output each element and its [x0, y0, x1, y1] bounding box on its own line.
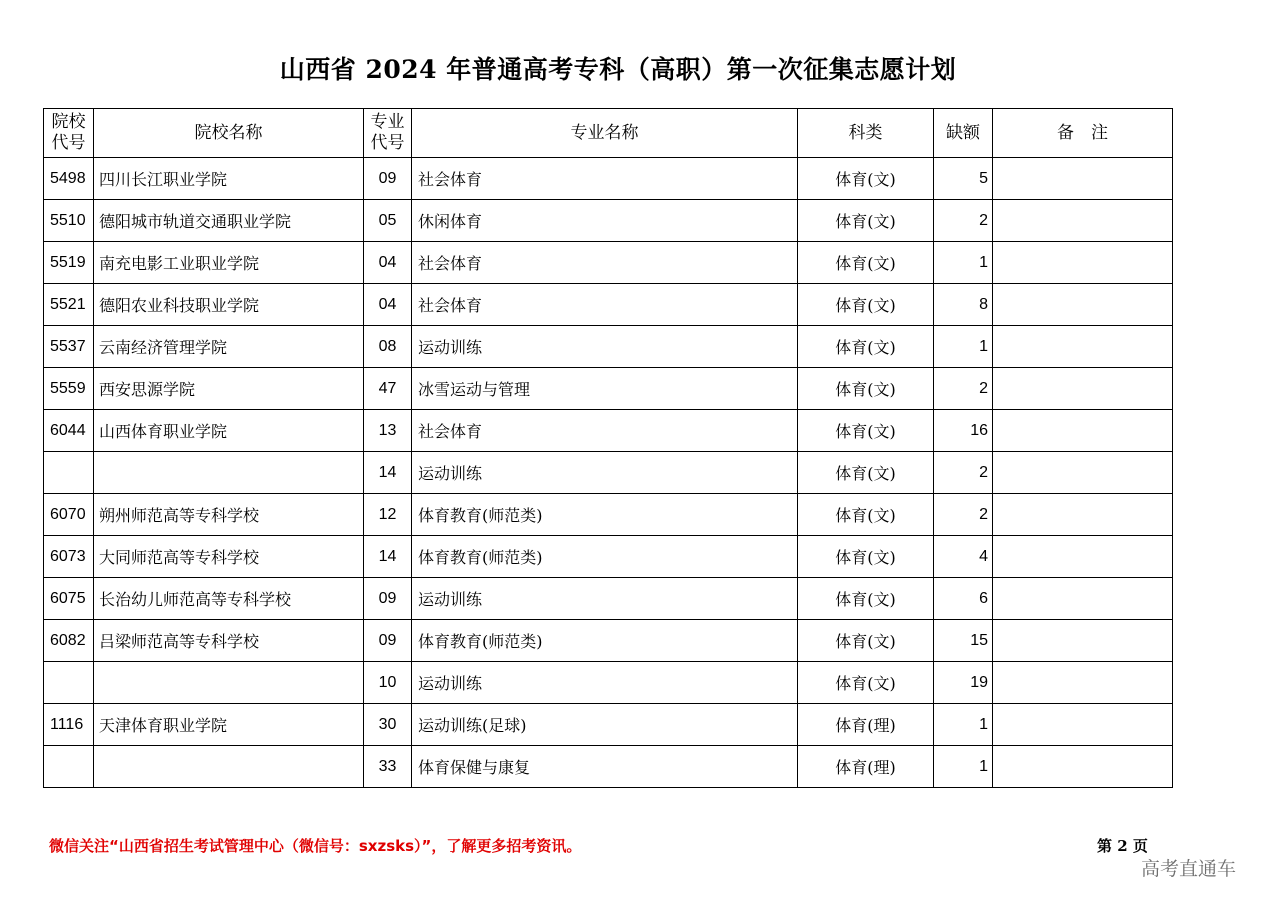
cell-remarks [993, 536, 1173, 578]
cell-category: 体育(理) [798, 746, 934, 788]
cell-major-name: 运动训练 [412, 326, 798, 368]
cell-remarks [993, 158, 1173, 200]
cell-school-name: 南充电影工业职业学院 [94, 242, 364, 284]
cell-school-name: 长治幼儿师范高等专科学校 [94, 578, 364, 620]
cell-school-name [94, 746, 364, 788]
table-row [44, 536, 1173, 578]
cell-major-name: 社会体育 [412, 410, 798, 452]
cell-school-name: 山西体育职业学院 [94, 410, 364, 452]
table-row [44, 368, 1173, 410]
cell-remarks [993, 368, 1173, 410]
cell-remarks [993, 746, 1173, 788]
cell-school-name [94, 662, 364, 704]
cell-school-name [94, 452, 364, 494]
cell-category: 体育(文) [798, 158, 934, 200]
cell-school-code: 6082 [44, 620, 94, 662]
cell-remarks [993, 494, 1173, 536]
cell-vacancies: 16 [934, 410, 993, 452]
table-header-row [44, 109, 1173, 158]
cell-remarks [993, 704, 1173, 746]
cell-vacancies: 2 [934, 368, 993, 410]
cell-school-code: 5521 [44, 284, 94, 326]
page-number: 第 2 页 [1097, 837, 1148, 855]
table-row [44, 326, 1173, 368]
cell-major-code: 09 [364, 578, 412, 620]
cell-school-code: 5559 [44, 368, 94, 410]
cell-vacancies: 1 [934, 242, 993, 284]
cell-remarks [993, 578, 1173, 620]
cell-category: 体育(文) [798, 452, 934, 494]
cell-school-code: 6075 [44, 578, 94, 620]
cell-category: 体育(文) [798, 326, 934, 368]
cell-category: 体育(文) [798, 410, 934, 452]
cell-vacancies: 19 [934, 662, 993, 704]
cell-vacancies: 2 [934, 452, 993, 494]
cell-category: 体育(文) [798, 368, 934, 410]
table-row [44, 242, 1173, 284]
header-vacancies: 缺额 [934, 109, 993, 158]
cell-vacancies: 4 [934, 536, 993, 578]
cell-category: 体育(文) [798, 242, 934, 284]
cell-major-code: 30 [364, 704, 412, 746]
cell-major-code: 33 [364, 746, 412, 788]
cell-school-code [44, 662, 94, 704]
cell-major-name: 体育保健与康复 [412, 746, 798, 788]
table-row [44, 578, 1173, 620]
table-row [44, 410, 1173, 452]
cell-school-code: 5537 [44, 326, 94, 368]
cell-category: 体育(文) [798, 620, 934, 662]
table-row [44, 494, 1173, 536]
header-major-name: 专业名称 [412, 109, 798, 158]
cell-major-code: 12 [364, 494, 412, 536]
cell-major-code: 08 [364, 326, 412, 368]
cell-major-code: 05 [364, 200, 412, 242]
cell-remarks [993, 620, 1173, 662]
cell-vacancies: 2 [934, 494, 993, 536]
cell-school-code: 6070 [44, 494, 94, 536]
cell-vacancies: 15 [934, 620, 993, 662]
cell-vacancies: 6 [934, 578, 993, 620]
table-row [44, 746, 1173, 788]
table-row [44, 704, 1173, 746]
table-row [44, 620, 1173, 662]
cell-vacancies: 1 [934, 746, 993, 788]
cell-school-name: 四川长江职业学院 [94, 158, 364, 200]
table-body [44, 158, 1173, 788]
cell-major-name: 社会体育 [412, 242, 798, 284]
cell-major-name: 体育教育(师范类) [412, 620, 798, 662]
wechat-follow-note: 微信关注“山西省招生考试管理中心（微信号：sxzsks）”，了解更多招考资讯。 [49, 837, 582, 855]
cell-category: 体育(文) [798, 284, 934, 326]
cell-major-name: 社会体育 [412, 284, 798, 326]
cell-school-code [44, 746, 94, 788]
cell-school-name: 德阳城市轨道交通职业学院 [94, 200, 364, 242]
cell-school-name: 吕梁师范高等专科学校 [94, 620, 364, 662]
cell-major-name: 社会体育 [412, 158, 798, 200]
cell-vacancies: 8 [934, 284, 993, 326]
table-row [44, 284, 1173, 326]
cell-school-name: 德阳农业科技职业学院 [94, 284, 364, 326]
table-row [44, 200, 1173, 242]
cell-school-name: 朔州师范高等专科学校 [94, 494, 364, 536]
header-school-name: 院校名称 [94, 109, 364, 158]
watermark-text: 高考直通车 [1141, 858, 1237, 880]
cell-remarks [993, 410, 1173, 452]
cell-school-code [44, 452, 94, 494]
cell-major-code: 14 [364, 536, 412, 578]
cell-school-code: 1116 [44, 704, 94, 746]
cell-category: 体育(文) [798, 494, 934, 536]
cell-school-code: 5519 [44, 242, 94, 284]
header-remarks: 备 注 [993, 109, 1173, 158]
header-school-code: 院校代号 [44, 109, 94, 158]
plan-table [43, 108, 1173, 788]
cell-category: 体育(文) [798, 200, 934, 242]
cell-category: 体育(文) [798, 578, 934, 620]
cell-major-code: 47 [364, 368, 412, 410]
table-row [44, 452, 1173, 494]
cell-remarks [993, 662, 1173, 704]
cell-category: 体育(理) [798, 704, 934, 746]
cell-school-code: 5510 [44, 200, 94, 242]
cell-vacancies: 1 [934, 704, 993, 746]
cell-vacancies: 2 [934, 200, 993, 242]
document-title: 山西省 2024 年普通高考专科（高职）第一次征集志愿计划 [279, 55, 957, 84]
cell-remarks [993, 284, 1173, 326]
table-row [44, 662, 1173, 704]
cell-school-name: 西安思源学院 [94, 368, 364, 410]
table-row [44, 158, 1173, 200]
cell-major-name: 运动训练 [412, 578, 798, 620]
cell-major-name: 运动训练(足球) [412, 704, 798, 746]
cell-remarks [993, 242, 1173, 284]
cell-major-code: 14 [364, 452, 412, 494]
cell-remarks [993, 200, 1173, 242]
cell-major-code: 13 [364, 410, 412, 452]
cell-major-name: 休闲体育 [412, 200, 798, 242]
cell-remarks [993, 452, 1173, 494]
cell-school-code: 6073 [44, 536, 94, 578]
cell-major-name: 运动训练 [412, 662, 798, 704]
cell-major-code: 04 [364, 242, 412, 284]
header-major-code: 专业代号 [364, 109, 412, 158]
cell-major-name: 运动训练 [412, 452, 798, 494]
cell-school-name: 大同师范高等专科学校 [94, 536, 364, 578]
cell-major-name: 冰雪运动与管理 [412, 368, 798, 410]
cell-major-code: 10 [364, 662, 412, 704]
cell-major-code: 09 [364, 158, 412, 200]
header-category: 科类 [798, 109, 934, 158]
cell-school-code: 5498 [44, 158, 94, 200]
cell-school-code: 6044 [44, 410, 94, 452]
cell-school-name: 云南经济管理学院 [94, 326, 364, 368]
cell-vacancies: 5 [934, 158, 993, 200]
cell-major-name: 体育教育(师范类) [412, 536, 798, 578]
cell-remarks [993, 326, 1173, 368]
cell-major-code: 09 [364, 620, 412, 662]
cell-major-name: 体育教育(师范类) [412, 494, 798, 536]
cell-vacancies: 1 [934, 326, 993, 368]
cell-school-name: 天津体育职业学院 [94, 704, 364, 746]
cell-major-code: 04 [364, 284, 412, 326]
cell-category: 体育(文) [798, 662, 934, 704]
cell-category: 体育(文) [798, 536, 934, 578]
